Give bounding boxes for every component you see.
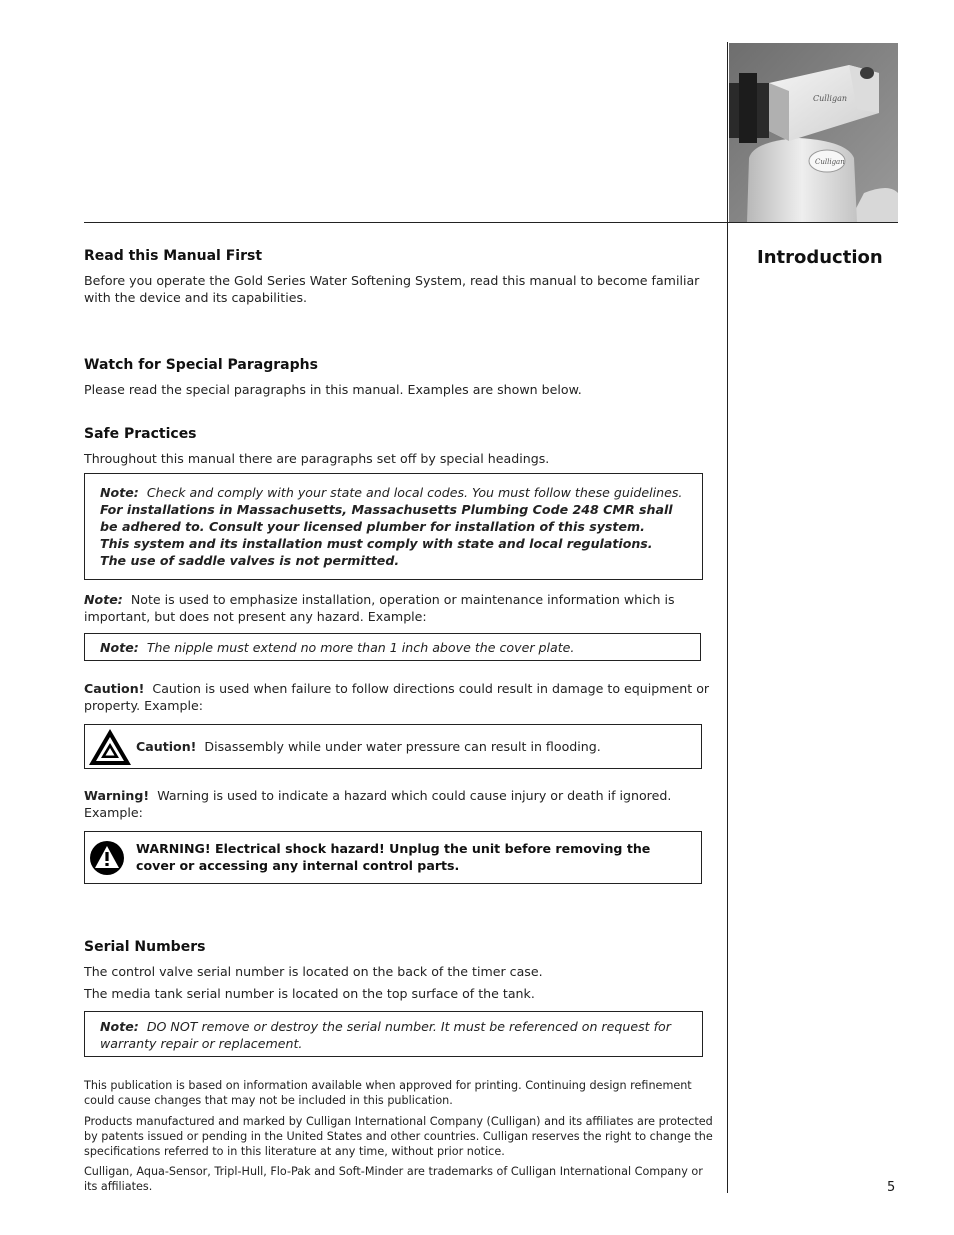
special-paragraphs-heading: Watch for Special Paragraphs [84,357,318,373]
caution-box-text: Disassembly while under water pressure can result in flooding. [204,739,601,754]
serial-line1: The control valve serial number is located on the back of the timer case. [84,964,543,979]
footer-publication-note [84,1078,692,1108]
warning-box [84,831,702,884]
footer-trademarks-note [84,1164,703,1194]
note-serial-line2: warranty repair or replacement. [100,1036,303,1051]
read-manual-heading: Read this Manual First [84,248,263,264]
note-box-serial-content [100,1018,671,1052]
note-label: Note: [100,640,139,655]
caution-paragraph [84,680,709,714]
read-manual-text [84,272,699,306]
note-label: Note: [100,1019,139,1034]
section-title: Introduction [757,247,883,268]
warning-paragraph [84,787,671,821]
photo-logo-head: Culligan [813,94,847,103]
note-box-serial [84,1011,703,1057]
horizontal-divider [84,222,898,223]
caution-box-label: Caution! [136,739,197,754]
caution-para-label: Caution! [84,681,145,696]
footer-patents-note [84,1114,713,1159]
warning-box-line2: cover or accessing any internal control parts. [136,858,460,873]
footer-p1b: could cause changes that may not be included in this publication. [84,1094,453,1107]
footer-p1a: This publication is based on information available when approved for printing. Continuing design refinement [84,1079,692,1092]
note-codes-bold3: This system and its installation must comply with state and local regulations. [100,536,653,551]
note-box-nipple [84,633,701,661]
special-paragraphs-text: Please read the special paragraphs in this manual. Examples are shown below. [84,382,582,397]
note-codes-text: Check and comply with your state and local codes. You must follow these guidelines. [146,485,683,500]
note-para-label: Note: [84,592,123,607]
warning-box-line1: WARNING! Electrical shock hazard! Unplug the unit before removing the [136,841,651,856]
note-serial-line1: DO NOT remove or destroy the serial number. It must be referenced on request for [146,1019,671,1034]
note-codes-bold2: be adhered to. Consult your licensed plumber for installation of this system. [100,519,645,534]
product-photo [729,43,898,222]
warning-hazard-icon [89,840,125,880]
safe-practices-heading: Safe Practices [84,426,197,442]
note-nipple-text: The nipple must extend no more than 1 inch above the cover plate. [146,640,575,655]
warning-para-label: Warning! [84,788,150,803]
footer-p3b: its affiliates. [84,1180,153,1193]
note-box-codes [84,473,703,580]
warning-para-line2: Example: [84,805,143,820]
caution-para-line1: Caution is used when failure to follow directions could result in damage to equipment or [152,681,710,696]
caution-box-content [136,738,601,755]
note-para-line1: Note is used to emphasize installation, operation or maintenance information which is [130,592,675,607]
note-para-line2: important, but does not present any hazard. Example: [84,609,427,624]
caution-para-line2: property. Example: [84,698,204,713]
serial-heading: Serial Numbers [84,939,206,955]
read-manual-line1: Before you operate the Gold Series Water Softening System, read this manual to become familiar [84,273,700,288]
warning-box-content [136,840,650,874]
warning-para-line1: Warning is used to indicate a hazard which could cause injury or death if ignored. [157,788,672,803]
footer-p2a: Products manufactured and marked by Culligan International Company (Culligan) and its affiliates are protected [84,1115,713,1128]
caution-triangle-icon [87,727,133,771]
caution-box [84,724,702,769]
photo-logo-tank: Culligan [815,158,845,166]
serial-line2: The media tank serial number is located on the top surface of the tank. [84,986,535,1001]
page-number: 5 [887,1180,896,1195]
vertical-divider [727,42,728,1193]
footer-p3a: Culligan, Aqua-Sensor, Tripl-Hull, Flo-Pak and Soft-Minder are trademarks of Culligan International Company or [84,1165,703,1178]
safe-practices-text: Throughout this manual there are paragraphs set off by special headings. [84,451,550,466]
note-codes-bold4: The use of saddle valves is not permitted. [100,553,400,568]
note-box-nipple-content [100,639,574,656]
read-manual-line2: with the device and its capabilities. [84,290,308,305]
note-box-codes-content [100,484,682,569]
note-codes-bold1: For installations in Massachusetts, Massachusetts Plumbing Code 248 CMR shall [100,502,673,517]
footer-p2c: specifications referred to in this literature at any time, without prior notice. [84,1145,505,1158]
footer-p2b: by patents issued or pending in the United States and other countries. Culligan reserves the right to change the [84,1130,713,1143]
note-paragraph [84,591,675,625]
note-label: Note: [100,485,139,500]
